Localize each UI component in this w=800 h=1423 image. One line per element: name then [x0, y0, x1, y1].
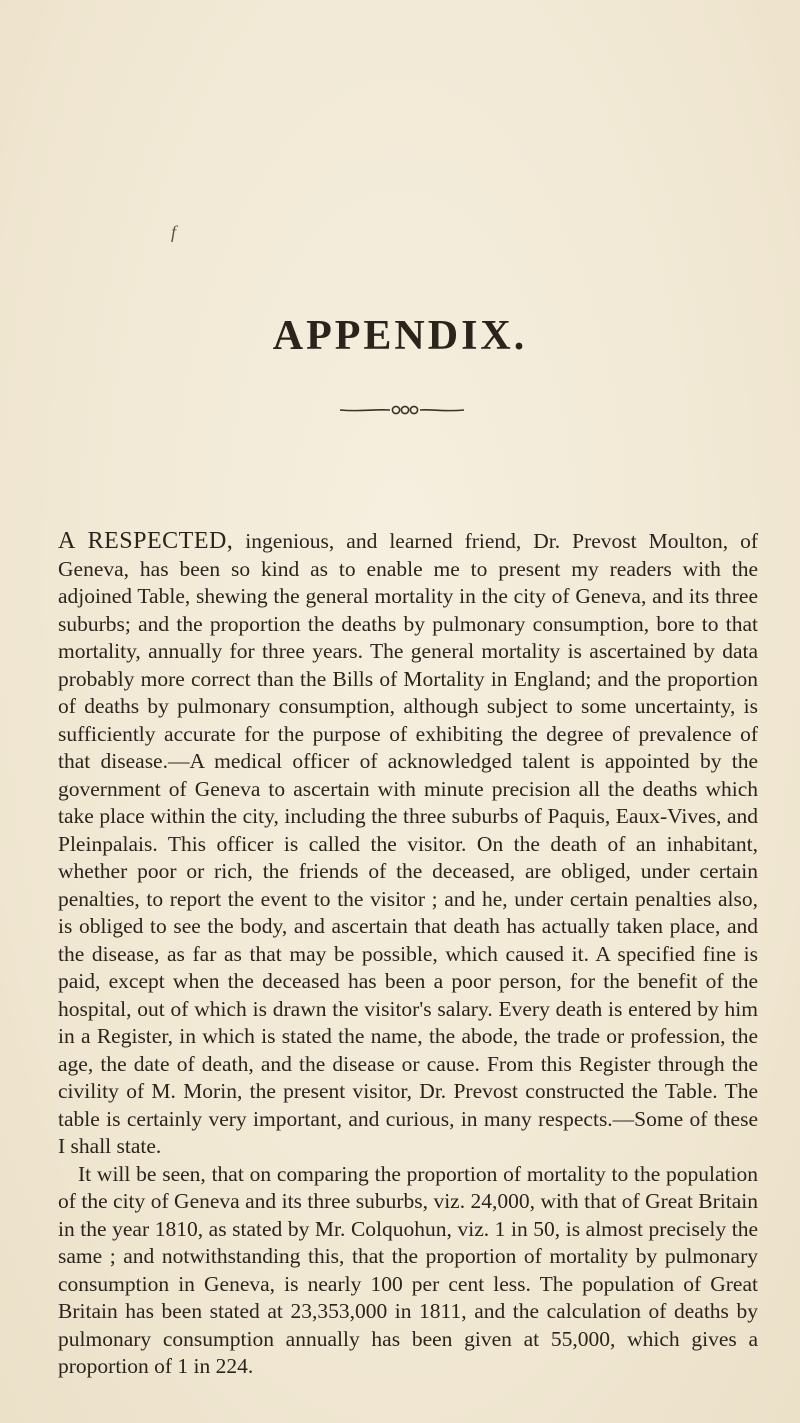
paragraph-2: It will be seen, that on comparing the proportion of mortality to the population of the city of Geneva and its three suburbs, viz. 24,000, with that of Great Britain in the year 1810, as stated by Mr. Colquohun, viz. 1 in 50, is almost precisely the same ; and notwithstanding this, that the proportion of mortality by pulmonary consumption in Geneva, is nearly 100 per cent less. The population of Great Britain has been stated at 23,353,000 in 1811, and the calculation of deaths by pulmonary consumption annually has been given at 55,000, which gives a proportion of 1 in 224. [58, 1161, 758, 1378]
appendix-body [58, 528, 758, 1381]
paragraph-1-lead: A RESPECTED, [58, 528, 234, 554]
appendix-heading: APPENDIX. [272, 313, 528, 359]
paragraph-1-text: ingenious, and learned friend, Dr. Prevost Moulton, of Geneva, has been so kind as to enable me to present my readers with the adjoined Table, shewing the general mortality in the city of Geneva, and its three suburbs; and the proportion the deaths by pulmonary consumption, bore to that mortality, annually for three years. The general mortality is ascertained by data probably more correct than the Bills of Mortality in England; and the proportion of deaths by pulmonary consumption, although subject to some uncertainty, is sufficiently accurate for the purpose of exhibiting the degree of prevalence of that disease.—A medical officer of acknowledged talent is appointed by the government of Geneva to ascertain with minute precision all the deaths which take place within the city, including the three suburbs of Paquis, Eaux-Vives, and Pleinpalais. This officer is called the visitor. On the death of an inhabitant, whether poor or rich, the friends of the deceased, are obliged, under certain penalties, to report the event to the visitor ; and he, under certain penalties also, is obliged to see the body, and ascertain that death has actually taken place, and the disease, as far as that may be possible, which caused it. A specified fine is paid, except when the deceased has been a poor person, for the benefit of the hospital, out of which is drawn the visitor's salary. Every death is entered by him in a Register, in which is stated the name, the abode, the trade or profession, the age, the date of death, and the disease or cause. From this Register through the civility of M. Morin, the present visitor, Dr. Prevost constructed the Table. The table is certainly very important, and curious, in many respects.—Some of these I shall state. [58, 529, 758, 1158]
paragraph-1 [58, 528, 758, 1161]
stray-mark: f [171, 222, 177, 242]
ornament-flourish-icon [332, 400, 472, 420]
